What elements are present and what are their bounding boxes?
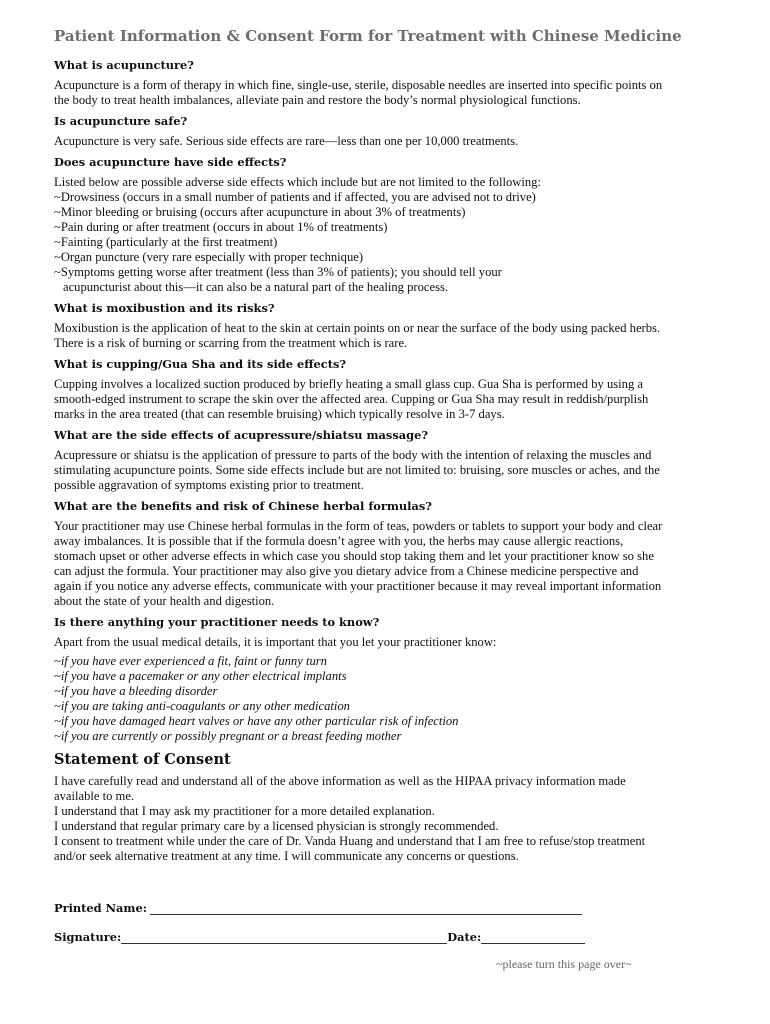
list-item: ~Drowsiness (occurs in a small number of patients and if affected, you are advised not to drive) bbox=[54, 190, 536, 204]
list-item: ~if you have ever experienced a fit, faint or funny turn bbox=[54, 654, 327, 668]
list-item: ~Pain during or after treatment (occurs in about 1% of treatments) bbox=[54, 220, 388, 234]
section-side-effects bbox=[54, 155, 726, 295]
list-item: ~Minor bleeding or bruising (occurs after acupuncture in about 3% of treatments) bbox=[54, 205, 466, 219]
printed-name-row bbox=[54, 897, 582, 915]
date-label: Date: bbox=[447, 930, 482, 944]
text-line: again if you notice any adverse effects, communicate with your practitioner because it may reveal important information bbox=[54, 579, 662, 593]
text-line: Acupuncture is very safe. Serious side effects are rare—less than one per 10,000 treatments. bbox=[54, 134, 519, 148]
text-line: I consent to treatment while under the care of Dr. Vanda Huang and understand that I am free to refuse/stop treatment bbox=[54, 834, 646, 848]
section-safety bbox=[54, 114, 726, 149]
list-item: ~Symptoms getting worse after treatment (less than 3% of patients); you should tell your bbox=[54, 265, 502, 279]
printed-name-label: Printed Name: bbox=[54, 901, 147, 915]
text-line: Acupressure or shiatsu is the application of pressure to parts of the body with the intention of relaxing the muscles and bbox=[54, 448, 652, 462]
text-line: can adjust the formula. Your practitioner may also give you dietary advice from a Chinese medicine perspective and bbox=[54, 564, 639, 578]
section-acupressure bbox=[54, 428, 726, 493]
text-line: smooth-edged instrument to scrape the skin over the affected area. Cupping or Gua Sha may result in reddish/purplish bbox=[54, 392, 649, 406]
section-moxibustion bbox=[54, 301, 726, 351]
text-line: available to me. bbox=[54, 789, 135, 803]
section-body bbox=[54, 175, 726, 295]
text-line: Your practitioner may use Chinese herbal formulas in the form of teas, powders or tablets to support your body and clear bbox=[54, 519, 663, 533]
printed-name-field[interactable] bbox=[150, 902, 582, 915]
text-line: Apart from the usual medical details, it is important that you let your practitioner know: bbox=[54, 635, 497, 649]
list-item: ~if you have a bleeding disorder bbox=[54, 684, 218, 698]
section-question: What are the benefits and risk of Chinese herbal formulas? bbox=[54, 499, 432, 513]
text-line: I understand that regular primary care by a licensed physician is strongly recommended. bbox=[54, 819, 499, 833]
list-item-continuation: acupuncturist about this—it can also be a natural part of the healing process. bbox=[63, 280, 449, 294]
section-question: What is moxibustion and its risks? bbox=[54, 301, 275, 315]
text-line: Listed below are possible adverse side effects which include but are not limited to the following: bbox=[54, 175, 541, 189]
section-body bbox=[54, 134, 726, 149]
signature-row bbox=[54, 926, 585, 944]
text-line: stimulating acupuncture points. Some side effects include but are not limited to: bruising, sore muscles or aches, and the bbox=[54, 463, 660, 477]
list-item: ~if you have damaged heart valves or have any other particular risk of infection bbox=[54, 714, 459, 728]
section-question: What is acupuncture? bbox=[54, 58, 194, 72]
turn-page-note: ~please turn this page over~ bbox=[496, 957, 632, 971]
section-cupping bbox=[54, 357, 726, 422]
section-question: What is cupping/Gua Sha and its side effects? bbox=[54, 357, 347, 371]
date-field[interactable] bbox=[481, 931, 585, 944]
section-body bbox=[54, 635, 726, 650]
list-item: ~if you are taking anti-coagulants or any other medication bbox=[54, 699, 350, 713]
section-question: What are the side effects of acupressure/shiatsu massage? bbox=[54, 428, 429, 442]
text-line: possible aggravation of symptoms existing prior to treatment. bbox=[54, 478, 364, 492]
section-acupuncture bbox=[54, 58, 726, 108]
text-line: stomach upset or other adverse effects in which case you should stop taking them and let your practitioner know so she bbox=[54, 549, 654, 563]
text-line: Moxibustion is the application of heat to the skin at certain points on or near the surface of the body using packed herbs. bbox=[54, 321, 661, 335]
form-title: Patient Information & Consent Form for Treatment with Chinese Medicine bbox=[54, 27, 682, 45]
section-question: Does acupuncture have side effects? bbox=[54, 155, 287, 169]
list-item: ~Fainting (particularly at the first treatment) bbox=[54, 235, 278, 249]
signature-field[interactable] bbox=[121, 931, 447, 944]
signature-label: Signature: bbox=[54, 930, 122, 944]
text-line: I have carefully read and understand all of the above information as well as the HIPAA privacy information made bbox=[54, 774, 626, 788]
text-line: Cupping involves a localized suction produced by briefly heating a small glass cup. Gua Sha is performed by using a bbox=[54, 377, 643, 391]
italic-list bbox=[54, 654, 726, 744]
statement-of-consent bbox=[54, 750, 726, 864]
section-practitioner-needs bbox=[54, 615, 726, 744]
section-question: Is acupuncture safe? bbox=[54, 114, 188, 128]
text-line: away imbalances. It is possible that if the formula doesn’t agree with you, the herbs may cause allergic reactions, bbox=[54, 534, 624, 548]
list-item: ~if you are currently or possibly pregnant or a breast feeding mother bbox=[54, 729, 402, 743]
text-line: and/or seek alternative treatment at any time. I will communicate any concerns or questions. bbox=[54, 849, 519, 863]
text-line: about the state of your health and digestion. bbox=[54, 594, 275, 608]
consent-heading: Statement of Consent bbox=[54, 751, 231, 768]
section-body bbox=[54, 519, 726, 609]
text-line: the body to treat health imbalances, alleviate pain and restore the body’s normal physiological functions. bbox=[54, 93, 581, 107]
section-question: Is there anything your practitioner needs to know? bbox=[54, 615, 380, 629]
section-body bbox=[54, 377, 726, 422]
section-body bbox=[54, 78, 726, 108]
section-body bbox=[54, 448, 726, 493]
list-item: ~Organ puncture (very rare especially with proper technique) bbox=[54, 250, 364, 264]
text-line: I understand that I may ask my practitioner for a more detailed explanation. bbox=[54, 804, 435, 818]
list-item: ~if you have a pacemaker or any other electrical implants bbox=[54, 669, 347, 683]
text-line: Acupuncture is a form of therapy in which fine, single-use, sterile, disposable needles are inserted into specific points on bbox=[54, 78, 663, 92]
section-herbal-formulas bbox=[54, 499, 726, 609]
text-line: There is a risk of burning or scarring from the treatment which is rare. bbox=[54, 336, 408, 350]
text-line: marks in the area treated (that can resemble bruising) which typically resolve in 3-7 days. bbox=[54, 407, 505, 421]
section-body bbox=[54, 321, 726, 351]
